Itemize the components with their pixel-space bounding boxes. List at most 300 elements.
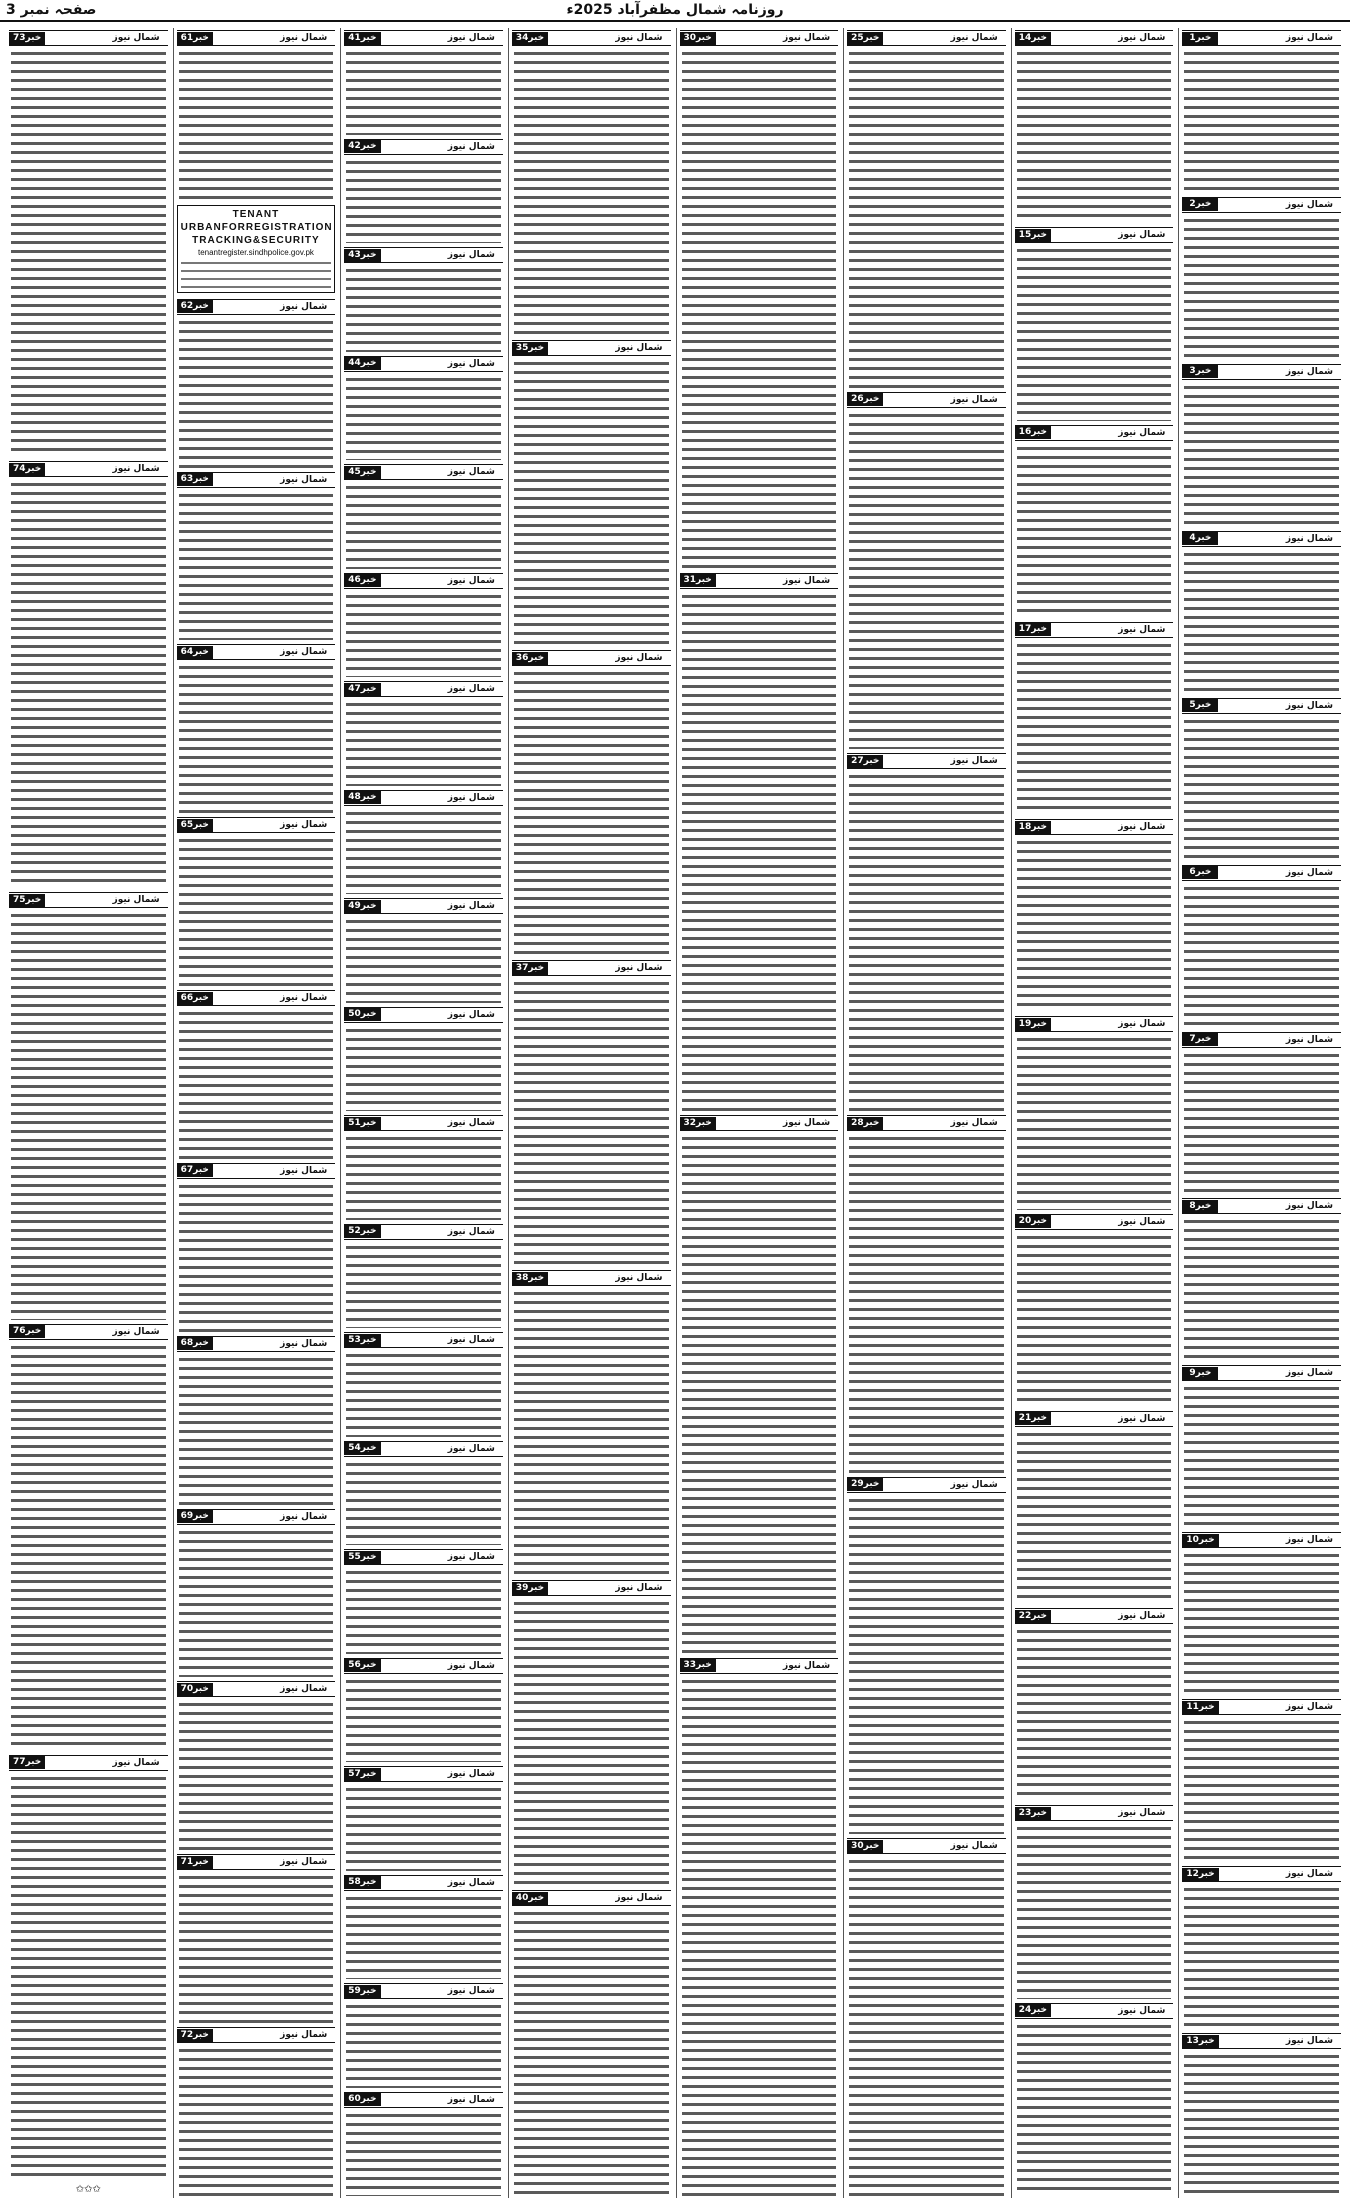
news-body-text (346, 1243, 501, 1329)
news-number-badge: خبر70 (177, 1683, 213, 1696)
news-item-header (344, 30, 503, 46)
news-section-label: شمال نیوز (1285, 1201, 1333, 1212)
news-item-header (9, 461, 168, 477)
news-number-badge: خبر7 (1182, 1033, 1218, 1046)
news-item (341, 1113, 506, 1222)
news-number-badge: خبر37 (512, 962, 548, 975)
news-body-text (1017, 1627, 1172, 1801)
news-item-header (1182, 1365, 1341, 1381)
news-section-label: شمال نیوز (447, 33, 495, 43)
news-body-text (1017, 1430, 1172, 1604)
news-item (341, 571, 506, 680)
news-item-header (177, 644, 336, 660)
news-item-header (1182, 531, 1341, 547)
news-section-label: شمال نیوز (1285, 1535, 1333, 1546)
news-section-label: شمال نیوز (447, 141, 495, 152)
news-body-text (346, 375, 501, 461)
news-number-badge: خبر9 (1182, 1367, 1218, 1380)
news-body-text (179, 1700, 334, 1850)
news-body-text (682, 1134, 837, 1654)
news-item-header (847, 753, 1006, 769)
news-item-header (9, 1755, 168, 1771)
news-number-badge: خبر65 (177, 819, 213, 832)
news-item (341, 1547, 506, 1656)
news-body-text (849, 772, 1004, 1111)
news-item (341, 245, 506, 354)
news-body-text (1017, 246, 1172, 420)
news-item (341, 354, 506, 463)
news-body-text (514, 979, 669, 1266)
news-number-badge: خبر76 (9, 1325, 45, 1338)
news-section-label: شمال نیوز (1285, 1702, 1333, 1713)
news-item (509, 28, 674, 338)
news-section-label: شمال نیوز (280, 1857, 328, 1868)
news-item-header (344, 356, 503, 372)
news-section-label: شمال نیوز (1285, 1034, 1333, 1045)
news-item-header (1015, 1411, 1174, 1427)
ad-body-text (181, 259, 332, 289)
news-number-badge: خبر8 (1182, 1200, 1218, 1213)
news-number-badge: خبر66 (177, 992, 213, 1005)
news-item (174, 1507, 339, 1680)
news-item-header (177, 2027, 336, 2043)
news-item-header (344, 681, 503, 697)
news-section-label: شمال نیوز (447, 1226, 495, 1237)
news-body-text (179, 318, 334, 468)
news-section-label: شمال نیوز (783, 1660, 831, 1671)
news-body-text (179, 1528, 334, 1678)
news-number-badge: خبر19 (1015, 1018, 1051, 1031)
news-item-header (177, 1854, 336, 1870)
news-column (508, 28, 674, 2198)
news-number-badge: خبر50 (344, 1008, 380, 1021)
news-body-text (849, 1134, 1004, 1473)
news-item (1179, 1864, 1344, 2031)
news-section-label: شمال نیوز (280, 2030, 328, 2041)
news-item (844, 751, 1009, 1113)
news-item (844, 28, 1009, 390)
news-body-text (514, 49, 669, 336)
news-number-badge: خبر41 (344, 32, 380, 45)
news-section-label: شمال نیوز (280, 1684, 328, 1695)
news-columns (6, 28, 1344, 2198)
news-body-text (1184, 1718, 1339, 1862)
news-item (1179, 1363, 1344, 1530)
news-number-badge: خبر31 (680, 574, 716, 587)
news-item-header (1182, 1532, 1341, 1548)
news-section-label: شمال نیوز (1285, 199, 1333, 210)
news-item (1179, 863, 1344, 1030)
news-body-text (1017, 1233, 1172, 1407)
news-item-header (847, 392, 1006, 408)
news-item (1179, 1530, 1344, 1697)
news-item (174, 1852, 339, 2025)
news-body-text (346, 1894, 501, 1980)
news-item-header (344, 2092, 503, 2108)
news-number-badge: خبر12 (1182, 1868, 1218, 1881)
news-body-text (346, 917, 501, 1003)
news-item-header (177, 990, 336, 1006)
news-body-text (1184, 884, 1339, 1028)
news-item-header (177, 1509, 336, 1525)
news-number-badge: خبر6 (1182, 866, 1218, 879)
news-item (341, 1439, 506, 1548)
news-body-text (1184, 1384, 1339, 1528)
news-item-header (1015, 1805, 1174, 1821)
news-section-label: شمال نیوز (783, 1118, 831, 1128)
news-column (340, 28, 506, 2198)
news-number-badge: خبر21 (1015, 1412, 1051, 1425)
news-section-label: شمال نیوز (447, 792, 495, 803)
news-body-text (1184, 550, 1339, 694)
news-section-label: شمال نیوز (783, 33, 831, 43)
news-section-label: شمال نیوز (950, 1479, 998, 1490)
news-section-label: شمال نیوز (447, 684, 495, 694)
news-body-text (179, 1355, 334, 1505)
news-body-text (514, 1909, 669, 2196)
news-section-label: شمال نیوز (280, 301, 328, 312)
news-number-badge: خبر71 (177, 1856, 213, 1869)
news-number-badge: خبر57 (344, 1768, 380, 1781)
news-number-badge: خبر59 (344, 1985, 380, 1998)
news-item-header (1182, 865, 1341, 881)
news-number-badge: خبر33 (680, 1659, 716, 1672)
news-item (341, 2090, 506, 2199)
news-item (341, 1222, 506, 1331)
news-item (677, 1656, 842, 2199)
news-section-label: شمال نیوز (447, 250, 495, 260)
news-item (341, 896, 506, 1005)
news-item-header (512, 650, 671, 666)
news-body-text (11, 480, 166, 888)
news-body-text (11, 1343, 166, 1751)
news-body-text (849, 411, 1004, 750)
news-number-badge: خبر75 (9, 894, 45, 907)
news-item (1012, 2001, 1177, 2198)
news-section-label: شمال نیوز (280, 1165, 328, 1176)
news-body-text (1184, 216, 1339, 360)
news-item (174, 2025, 339, 2198)
news-item-header (847, 1477, 1006, 1493)
news-number-badge: خبر44 (344, 357, 380, 370)
news-item (1012, 1014, 1177, 1211)
news-item (844, 390, 1009, 752)
news-body-text (849, 49, 1004, 388)
news-section-label: شمال نیوز (447, 1769, 495, 1779)
news-item (174, 642, 339, 815)
news-item-header (680, 1658, 839, 1674)
news-item (1012, 1409, 1177, 1606)
news-body-text (1184, 1551, 1339, 1695)
news-item (844, 1113, 1009, 1475)
news-body-text (1184, 1051, 1339, 1195)
news-number-badge: خبر48 (344, 791, 380, 804)
news-body-text (682, 49, 837, 569)
page-number: صفحہ نمبر 3 (6, 2, 97, 18)
news-item (6, 1322, 171, 1753)
news-section-label: شمال نیوز (447, 1009, 495, 1020)
news-item (1012, 1803, 1177, 2000)
news-body-text (179, 491, 334, 641)
news-section-label: شمال نیوز (112, 33, 160, 43)
news-item (341, 28, 506, 137)
news-item (341, 1764, 506, 1873)
news-body-text (849, 1496, 1004, 1835)
news-section-label: شمال نیوز (1118, 624, 1166, 635)
ad-text: TENANT (232, 208, 280, 220)
news-number-badge: خبر28 (847, 1117, 883, 1130)
news-number-badge: خبر62 (177, 300, 213, 313)
news-body-text (346, 266, 501, 352)
news-section-label: شمال نیوز (280, 993, 328, 1004)
news-item-header (1182, 197, 1341, 213)
news-item-header (177, 472, 336, 488)
news-number-badge: خبر52 (344, 1225, 380, 1238)
news-item (341, 788, 506, 897)
news-item-header (344, 1875, 503, 1891)
news-body-text (1184, 1217, 1339, 1361)
news-section-label: شمال نیوز (1285, 33, 1333, 43)
news-body-text (346, 483, 501, 569)
news-body-text (1184, 49, 1339, 193)
news-body-text (1184, 2052, 1339, 2196)
news-item-header (344, 1983, 503, 1999)
news-body-text (346, 1460, 501, 1546)
news-section-label: شمال نیوز (1118, 230, 1166, 241)
news-section-label: شمال نیوز (447, 1986, 495, 1996)
news-number-badge: خبر35 (512, 342, 548, 355)
news-item (341, 462, 506, 571)
news-number-badge: خبر23 (1015, 1807, 1051, 1820)
news-item-header (177, 30, 336, 46)
news-number-badge: خبر20 (1015, 1215, 1051, 1228)
news-number-badge: خبر30 (847, 1840, 883, 1853)
news-item-header (512, 1580, 671, 1596)
news-item (174, 988, 339, 1161)
tenant-registration-ad (177, 205, 336, 293)
news-section-label: شمال نیوز (1118, 822, 1166, 833)
news-section-label: شمال نیوز (615, 33, 663, 43)
news-section-label: شمال نیوز (1118, 1216, 1166, 1227)
news-body-text (346, 1134, 501, 1220)
news-number-badge: خبر10 (1182, 1534, 1218, 1547)
news-item-header (344, 1766, 503, 1782)
news-item-header (344, 1441, 503, 1457)
news-number-badge: خبر53 (344, 1334, 380, 1347)
news-body-text (1017, 49, 1172, 223)
news-item-header (344, 573, 503, 589)
news-item-header (1182, 1699, 1341, 1715)
news-number-badge: خبر54 (344, 1442, 380, 1455)
news-body-text (1017, 2022, 1172, 2196)
news-number-badge: خبر24 (1015, 2004, 1051, 2017)
news-number-badge: خبر4 (1182, 532, 1218, 545)
news-item (509, 958, 674, 1268)
news-section-label: شمال نیوز (112, 1326, 160, 1337)
news-section-label: شمال نیوز (447, 358, 495, 369)
news-item (341, 1005, 506, 1114)
news-section-label: شمال نیوز (1285, 867, 1333, 878)
news-section-label: شمال نیوز (1285, 700, 1333, 711)
news-section-label: شمال نیوز (615, 963, 663, 973)
news-number-badge: خبر55 (344, 1551, 380, 1564)
news-body-text (179, 1182, 334, 1332)
news-number-badge: خبر16 (1015, 426, 1051, 439)
news-item-header (1015, 622, 1174, 638)
news-body-text (11, 911, 166, 1319)
news-number-badge: خبر36 (512, 652, 548, 665)
news-item (1012, 620, 1177, 817)
news-item-header (1015, 819, 1174, 835)
news-item-header (1182, 1866, 1341, 1882)
news-item (6, 459, 171, 890)
news-item (1012, 423, 1177, 620)
news-section-label: شمال نیوز (447, 1118, 495, 1128)
news-number-badge: خبر73 (9, 32, 45, 45)
news-body-text (346, 1026, 501, 1112)
news-item (1012, 225, 1177, 422)
news-item-header (1015, 1214, 1174, 1230)
news-item (174, 1334, 339, 1507)
news-item (341, 1330, 506, 1439)
news-body-text (179, 1873, 334, 2023)
news-section-label: شمال نیوز (1118, 1611, 1166, 1622)
news-number-badge: خبر15 (1015, 229, 1051, 242)
news-item-header (344, 1007, 503, 1023)
news-body-text (346, 1568, 501, 1654)
news-number-badge: خبر47 (344, 683, 380, 696)
news-item (1012, 1606, 1177, 1803)
news-number-badge: خبر25 (847, 32, 883, 45)
news-body-text (1184, 383, 1339, 527)
news-item-header (1015, 1016, 1174, 1032)
news-item-header (177, 1163, 336, 1179)
news-item (341, 1873, 506, 1982)
news-section-label: شمال نیوز (1285, 533, 1333, 544)
news-item-header (512, 960, 671, 976)
news-item (1012, 1212, 1177, 1409)
news-item-header (1182, 364, 1341, 380)
news-section-label: شمال نیوز (280, 1511, 328, 1522)
news-item (341, 679, 506, 788)
news-section-label: شمال نیوز (1285, 1368, 1333, 1379)
news-body-text (346, 2111, 501, 2197)
news-section-label: شمال نیوز (950, 1841, 998, 1852)
news-number-badge: خبر46 (344, 574, 380, 587)
news-number-badge: خبر45 (344, 466, 380, 479)
news-item (509, 1268, 674, 1578)
news-body-text (682, 1677, 837, 2197)
news-item-header (9, 892, 168, 908)
news-number-badge: خبر27 (847, 755, 883, 768)
news-number-badge: خبر64 (177, 646, 213, 659)
news-section-label: شمال نیوز (950, 756, 998, 767)
news-item (844, 1475, 1009, 1837)
news-item (341, 1981, 506, 2090)
news-section-label: شمال نیوز (447, 467, 495, 477)
news-number-badge: خبر43 (344, 249, 380, 262)
news-item-header (1015, 2003, 1174, 2019)
news-column (6, 28, 171, 2198)
news-body-text (346, 1677, 501, 1763)
news-body-text (514, 1599, 669, 1886)
news-section-label: شمال نیوز (112, 1757, 160, 1768)
news-item-header (847, 30, 1006, 46)
news-item-header (344, 139, 503, 155)
news-body-text (514, 359, 669, 646)
news-section-label: شمال نیوز (112, 464, 160, 475)
news-body-text (179, 663, 334, 813)
news-item-header (177, 817, 336, 833)
news-item (1179, 362, 1344, 529)
news-number-badge: خبر49 (344, 900, 380, 913)
news-number-badge: خبر67 (177, 1164, 213, 1177)
news-number-badge: خبر5 (1182, 699, 1218, 712)
news-section-label: شمال نیوز (1285, 366, 1333, 377)
news-body-text (346, 1351, 501, 1437)
news-column (173, 28, 339, 2198)
news-item (341, 137, 506, 246)
ad-text: URBANFORREGISTRATION (180, 221, 333, 233)
news-section-label: شمال نیوز (1118, 1808, 1166, 1819)
news-number-badge: خبر1 (1182, 32, 1218, 45)
news-item (677, 28, 842, 571)
news-body-text (682, 592, 837, 1112)
news-number-badge: خبر11 (1182, 1701, 1218, 1714)
news-number-badge: خبر32 (680, 1117, 716, 1130)
news-item-header (680, 573, 839, 589)
news-item (509, 338, 674, 648)
news-number-badge: خبر2 (1182, 198, 1218, 211)
news-item (1179, 1697, 1344, 1864)
news-body-text (1184, 717, 1339, 861)
news-item (509, 648, 674, 958)
news-body-text (1184, 1885, 1339, 2029)
news-number-badge: خبر51 (344, 1117, 380, 1130)
news-number-badge: خبر60 (344, 2093, 380, 2106)
news-item-header (1015, 1608, 1174, 1624)
ad-url: tenantregister.sindhpolice.gov.pk (197, 247, 314, 257)
news-item (174, 297, 339, 470)
news-section-label: شمال نیوز (112, 895, 160, 906)
news-item-header (344, 790, 503, 806)
news-item (844, 1836, 1009, 2198)
news-column (1178, 28, 1344, 2198)
news-body-text (346, 1785, 501, 1871)
news-column (843, 28, 1009, 2198)
news-section-label: شمال نیوز (615, 1273, 663, 1283)
news-number-badge: خبر14 (1015, 32, 1051, 45)
news-item (1179, 1030, 1344, 1197)
news-number-badge: خبر26 (847, 393, 883, 406)
news-body-text (11, 1774, 166, 2182)
news-section-label: شمال نیوز (1118, 33, 1166, 43)
news-item (1012, 28, 1177, 225)
news-section-label: شمال نیوز (280, 474, 328, 485)
news-number-badge: خبر42 (344, 140, 380, 153)
news-number-badge: خبر3 (1182, 365, 1218, 378)
news-item-header (344, 464, 503, 480)
news-section-label: شمال نیوز (950, 394, 998, 405)
news-number-badge: خبر68 (177, 1337, 213, 1350)
news-item-header (1182, 698, 1341, 714)
news-section-label: شمال نیوز (1118, 1413, 1166, 1424)
news-section-label: شمال نیوز (280, 1338, 328, 1349)
news-item-header (9, 30, 168, 46)
news-item (341, 1656, 506, 1765)
news-number-badge: خبر13 (1182, 2035, 1218, 2048)
news-item-header (344, 1224, 503, 1240)
